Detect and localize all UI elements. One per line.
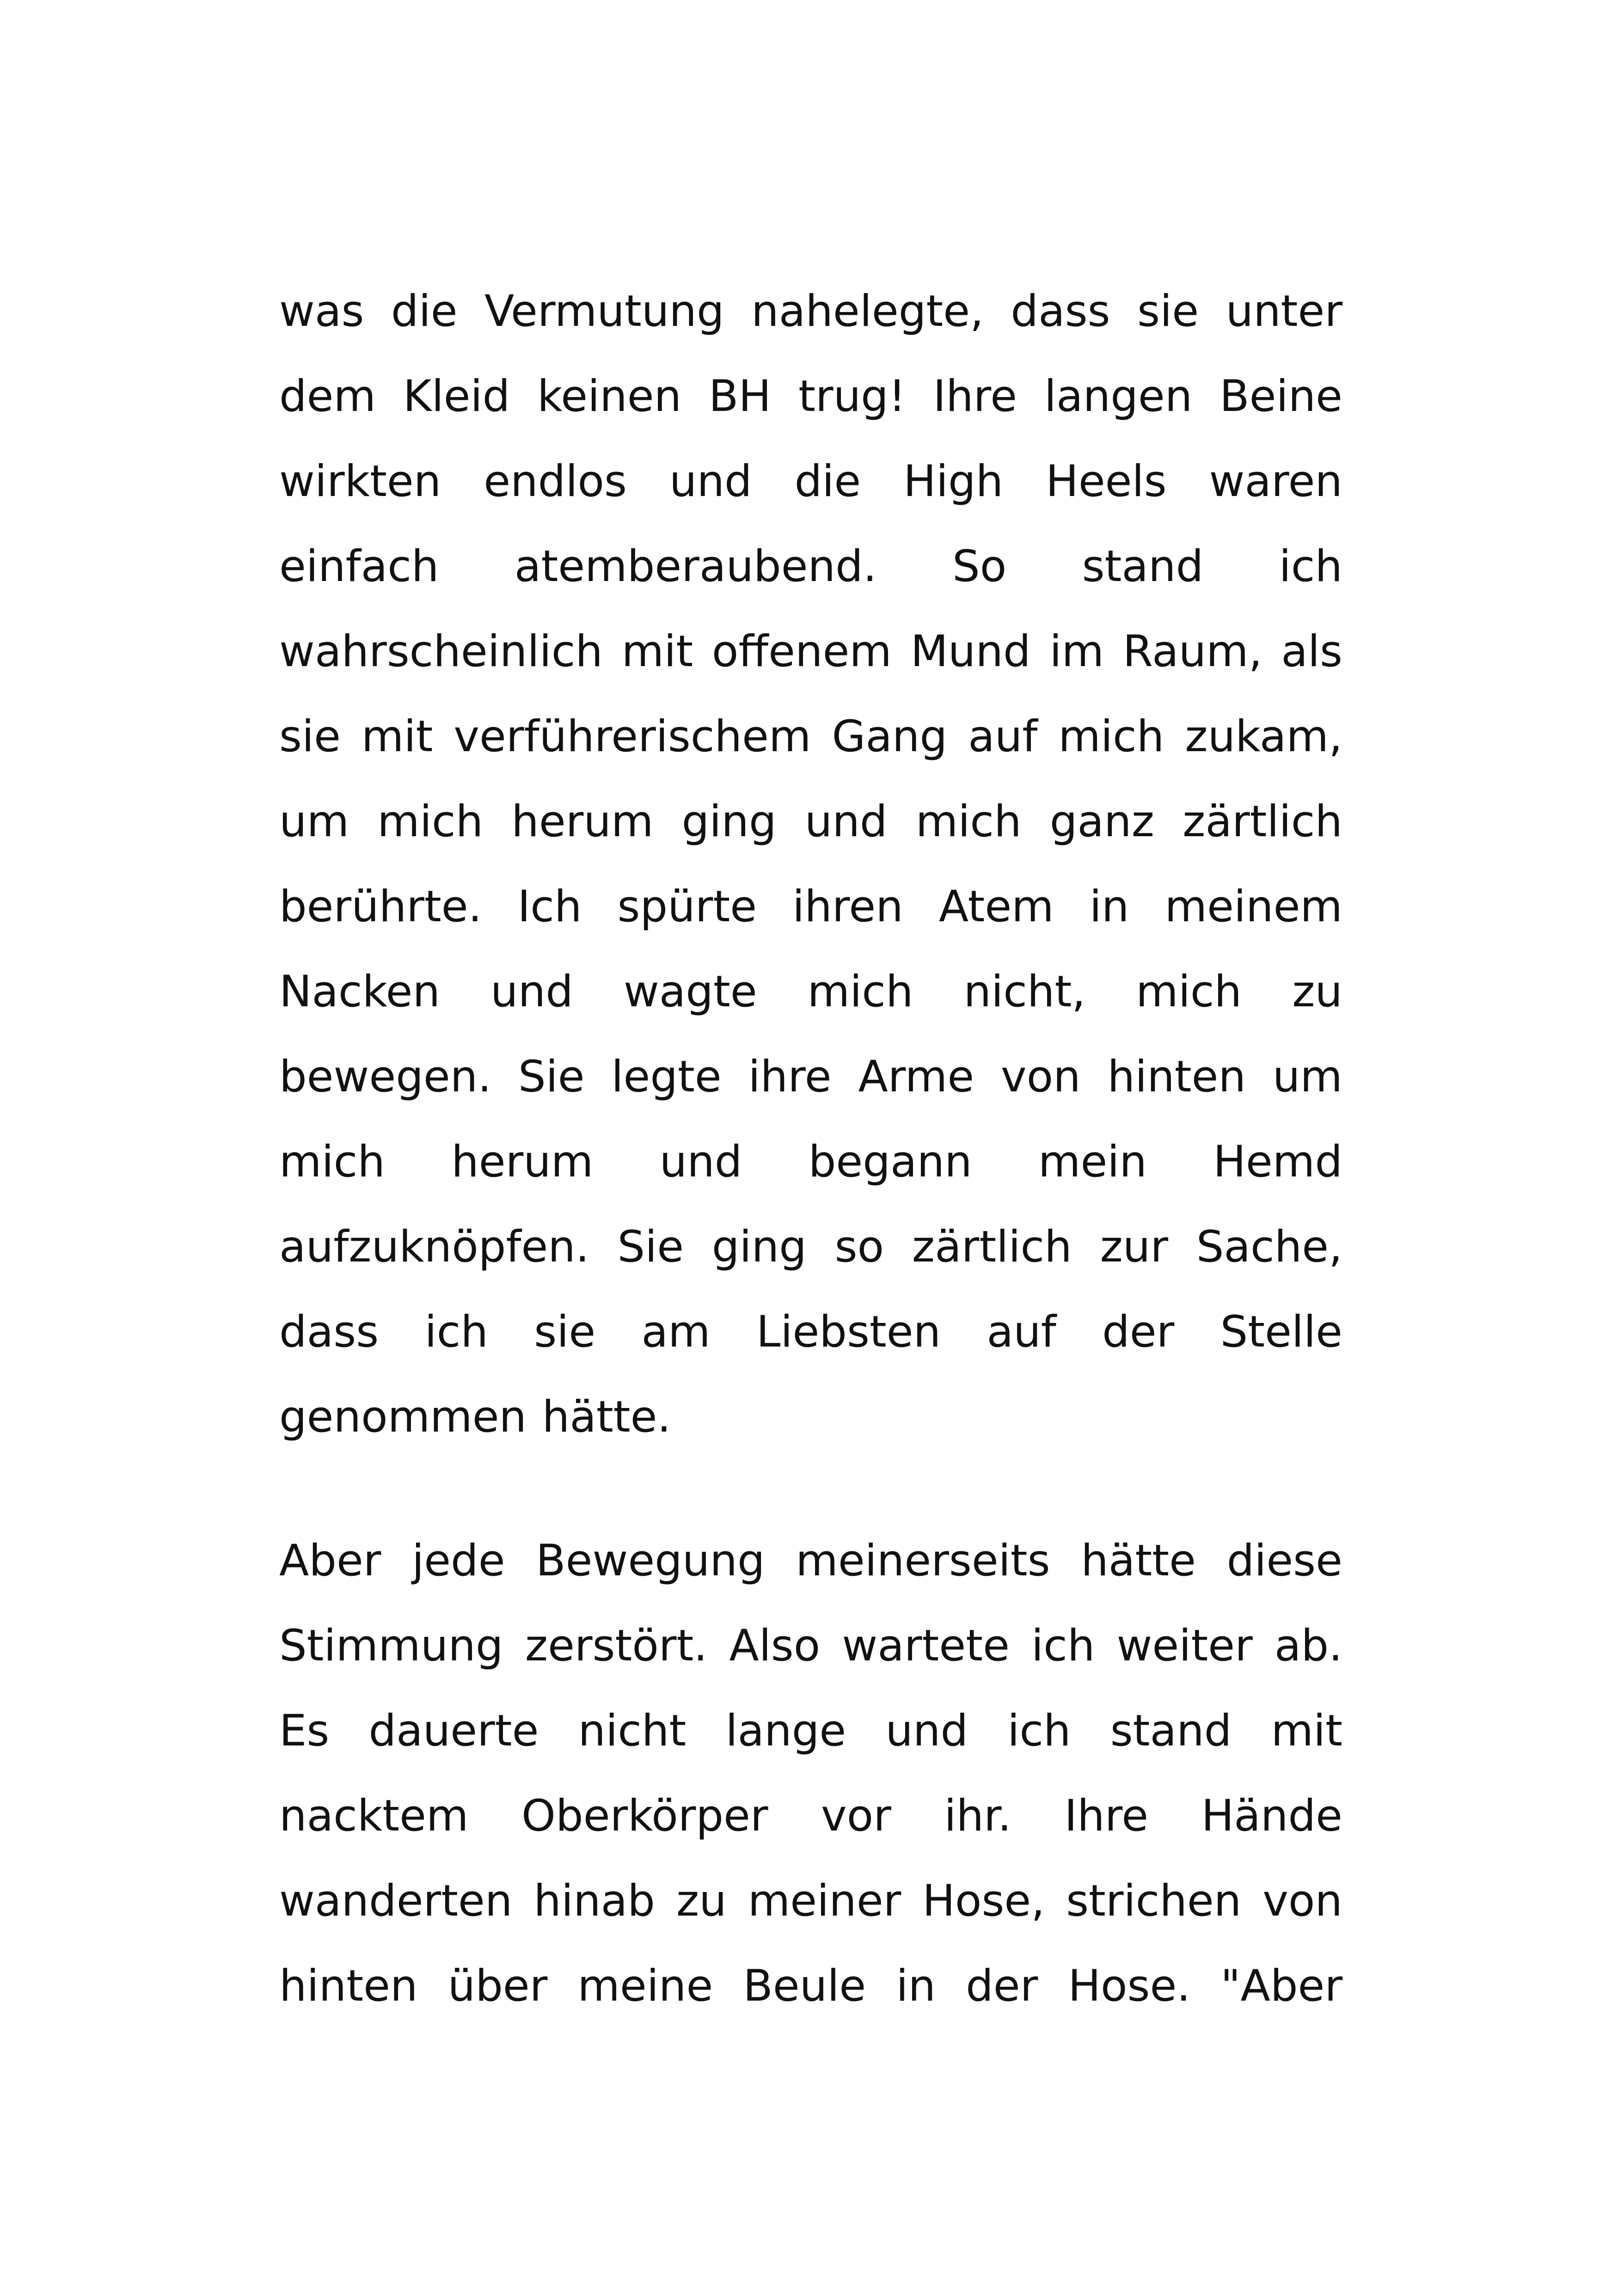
paragraph-2: Aber jede Bewegung meinerseits hätte diese Stimmung zerstört. Also wartete ich weiter ab. Es dauerte nicht lange und ich stand mit nacktem Oberkörper vor ihr. Ihre Hände wanderten hinab zu meiner Hose, strichen von hinten über meine Beule in der Hose. "Aber bbox=[279, 1536, 1342, 2011]
paragraph-1: was die Vermutung nahelegte, dass sie unter dem Kleid keinen BH trug! Ihre langen Beine wirkten endlos und die High Heels waren einfach atemberaubend. So stand ich wahrscheinlich mit offenem Mund im Raum, als sie mit verführerischem Gang auf mich zukam, um mich herum ging und mich ganz zärtlich berührte. Ich spürte ihren Atem in meinem Nacken und wagte mich nicht, mich zu bewegen. Sie legte ihre Arme von hinten um mich herum und begann mein Hemd aufzuknöpfen. Sie ging so zärtlich zur Sache, dass ich sie am Liebsten auf der Stelle genommen hätte. bbox=[279, 286, 1342, 1442]
